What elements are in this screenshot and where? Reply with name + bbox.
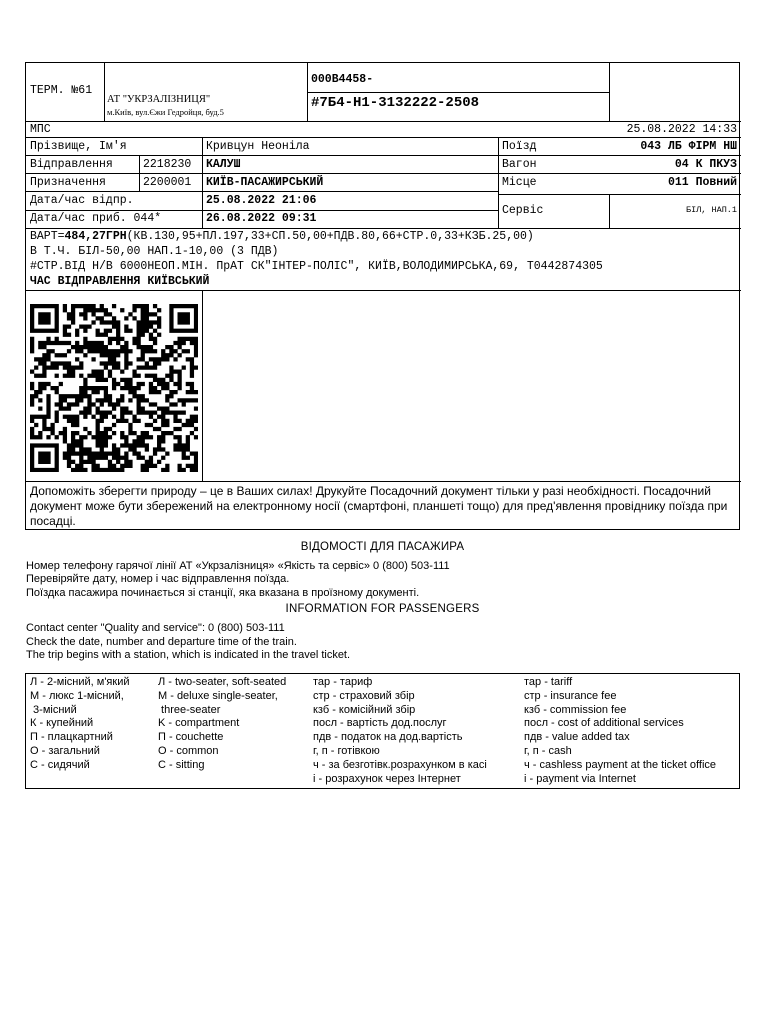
legend-item: K - compartment (158, 717, 240, 730)
terminal-number: ТЕРМ. №61 (30, 84, 93, 97)
legend-item: O - common (158, 744, 219, 757)
service-label: Сервіс (502, 204, 544, 217)
legend-column-car-types-ua (30, 676, 158, 773)
legend-item: пдв - податок на дод.вартість (313, 731, 463, 744)
time-note: ЧАС ВІДПРАВЛЕННЯ КИЇВСЬКИЙ (30, 275, 210, 288)
car-label: Вагон (502, 158, 537, 171)
legend-item: Л - 2-місний, м'який (30, 676, 130, 688)
car-value: 04 К ПКУЗ (674, 158, 737, 171)
info-line-en: Contact center "Quality and service": 0 (800) 503-111 (26, 622, 285, 635)
qr-code-icon (30, 304, 198, 472)
divider (609, 63, 610, 121)
info-line-en: Check the date, number and departure time of the train. (26, 635, 297, 648)
legend-item: П - плацкартний (30, 731, 113, 744)
divider (498, 137, 499, 228)
departure-station: КАЛУШ (206, 158, 241, 171)
arrival-datetime-label: Дата/час приб. 044* (30, 212, 162, 225)
info-title-en: INFORMATION FOR PASSENGERS (285, 603, 480, 616)
passenger-info (25, 540, 740, 662)
arrival-datetime: 26.08.2022 09:31 (206, 212, 317, 225)
info-line-ua: Поїздка пасажира починається зі станції, яка вказана в проїзному документі. (26, 586, 420, 599)
legend-item: ч - cashless payment at the ticket office (524, 758, 717, 771)
divider (307, 92, 609, 93)
qr-code-modules (30, 304, 198, 472)
legend-column-fees-en (524, 676, 738, 786)
legend-item: посл - вартість дод.послуг (313, 717, 447, 730)
info-line-ua: Номер телефону гарячої лінії АТ «Укрзалізниця» «Якість та сервіс» 0 (800) 503-111 (26, 560, 450, 572)
price-prefix: ВАРТ= (30, 230, 65, 243)
divider (26, 290, 741, 291)
seat-value: 011 Повний (667, 176, 737, 189)
legend-item: М - люкс 1-місний, (30, 689, 124, 702)
legend-item: ч - за безготівк.розрахунком в касі (313, 758, 487, 771)
legend-item: П - couchette (158, 731, 224, 744)
legend-item: г, п - готівкою (313, 744, 380, 757)
divider (104, 63, 105, 121)
legend-item: стр - страховий збір (313, 689, 415, 702)
carrier-name: АТ "УКРЗАЛІЗНИЦЯ" (107, 94, 211, 105)
price-line (30, 229, 737, 244)
info-title-ua: ВІДОМОСТІ ДЛЯ ПАСАЖИРА (300, 541, 465, 553)
legend-item: і - payment via Internet (524, 772, 636, 785)
divider (26, 481, 741, 482)
legend-item: кзб - комісійний збір (313, 703, 416, 716)
departure-label: Відправлення (30, 158, 113, 171)
legend-item: С - sitting (158, 758, 205, 771)
price-line-2: В Т.Ч. БІЛ-50,00 НАП.1-10,00 (3 ПДВ) (30, 245, 279, 258)
abbreviations-legend (25, 673, 740, 789)
issued-datetime: 25.08.2022 14:33 (626, 123, 737, 136)
legend-item: С - сидячий (30, 758, 90, 771)
legend-item: г, п - cash (524, 744, 572, 757)
divider (498, 194, 741, 195)
info-line-en: The trip begins with a station, which is indicated in the travel ticket. (26, 649, 351, 662)
destination-code: 2200001 (143, 176, 192, 189)
legend-item: Л - two-seater, soft-seated (158, 676, 287, 688)
seat-label: Місце (502, 176, 537, 189)
legend-item: пдв - value added tax (524, 731, 630, 744)
passenger-name: Кривцун Неоніла (206, 140, 310, 153)
legend-item: посл - cost of additional services (524, 717, 684, 730)
legend-column-fees-ua (313, 676, 523, 786)
destination-label: Призначення (30, 176, 106, 189)
carrier-address: м.Київ, вул.Єжи Гедройця, буд.5 (107, 107, 224, 117)
train-label: Поїзд (502, 140, 537, 153)
train-value: 043 ЛБ ФІРМ НШ (640, 140, 737, 153)
departure-code: 2218230 (143, 158, 192, 171)
legend-item: О - загальний (30, 744, 100, 757)
legend-item: тар - тариф (313, 676, 373, 688)
legend-item: і - розрахунок через Інтернет (313, 772, 461, 785)
legend-item: тар - tariff (524, 676, 573, 688)
ticket (25, 62, 740, 530)
price-total: 484,27ГРН (64, 230, 127, 243)
service-value: БІЛ, НАП.1 (685, 205, 737, 215)
divider (202, 137, 203, 228)
legend-item: 3-місний (30, 703, 77, 716)
document-code: 000В4458- (311, 73, 374, 86)
passenger-name-label: Прізвище, Ім'я (30, 140, 127, 153)
divider (202, 290, 203, 481)
info-line-ua: Перевіряйте дату, номер і час відправлення поїзда. (26, 573, 290, 586)
eco-note: Допоможіть зберегти природу – це в Ваших силах! Друкуйте Посадочний документ тільки у разі необхідності. Посадочний документ може бути збережений на електронному носії (смартфоні, планшеті тощо) для пред'явлення провіднику поїзда при посадці. (30, 484, 728, 528)
legend-column-car-types-en (158, 676, 310, 773)
legend-item: three-seater (158, 703, 221, 716)
legend-item: К - купейний (30, 717, 94, 730)
mps-label: МПС (30, 123, 51, 136)
legend-item: стр - insurance fee (524, 689, 617, 702)
document-number: #7Б4-Н1-3132222-2508 (311, 95, 480, 111)
departure-datetime: 25.08.2022 21:06 (206, 194, 317, 207)
insurance-line: #СТР.ВІД Н/В 6000НЕОП.МІН. ПрАТ СК"ІНТЕР-ПОЛІС", КИЇВ,ВОЛОДИМИРСЬКА,69, Т0442874305 (30, 260, 603, 273)
divider (139, 155, 140, 191)
departure-datetime-label: Дата/час відпр. (30, 194, 134, 207)
destination-station: КИЇВ-ПАСАЖИРСЬКИЙ (206, 176, 324, 189)
legend-item: M - deluxe single-seater, (158, 689, 278, 702)
price-details: (КВ.130,95+ПЛ.197,33+СП.50,00+ПДВ.80,66+СТР.0,33+КЗБ.25,00) (126, 230, 534, 243)
legend-item: кзб - commission fee (524, 703, 627, 716)
